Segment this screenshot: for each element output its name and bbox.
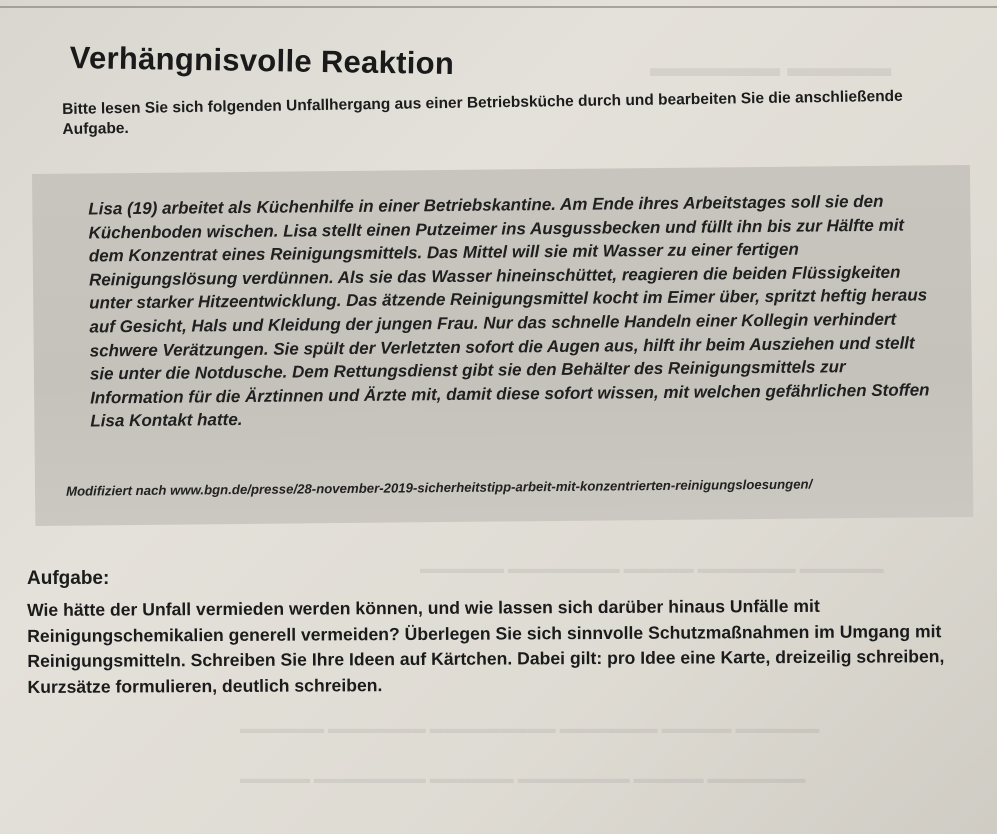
intro-instruction: Bitte lesen Sie sich folgenden Unfallhergang aus einer Betriebsküche durch und bearbeiten Sie die anschließende Aufgabe. <box>62 87 903 138</box>
task-label: Aufgabe: <box>27 568 110 589</box>
case-description-text: Lisa (19) arbeitet als Küchenhilfe in einer Betriebskantine. Am Ende ihres Arbeitstages soll sie den Küchenboden wischen. Lisa stellt einen Putzeimer ins Ausgussbecken und füllt ihn bis zur Hälfte mit dem Konzentrat eines Reinigungsmittels. Das Mittel will sie mit Wasser zu einer fertigen Reinigungslösung verdünnen. Als sie das Wasser hineinschüttet, reagieren die beiden Flüssigkeiten unter starker Hitzeentwicklung. Das ätzende Reinigungsmittel kocht im Eimer über, spritzt heftig heraus auf Gesicht, Hals und Kleidung der jungen Frau. Nur das schnelle Handeln einer Kollegin verhindert schwere Verätzungen. Sie spült der Verletzten sofort die Augen aus, hilft ihr beim Ausziehen und stellt sie unter die Notdusche. Dem Rettungsdienst gibt sie den Behälter des Reinigungsmittels zur Information für die Ärztinnen und Ärzte mit, damit diese sofort wissen, mit welchen gefährlichen Stoffen Lisa Kontakt hatte. <box>88 191 930 431</box>
page-top-edge <box>0 6 997 8</box>
show-through-ghost-4: ▬▬▬▬▬▬▬ ▬▬▬▬▬ ▬▬▬▬▬▬▬▬ ▬▬▬▬▬▬ ▬▬▬▬▬▬▬▬ ▬▬▬▬▬ <box>240 770 806 786</box>
worksheet-title: Verhängnisvolle Reaktion <box>69 40 455 82</box>
show-through-ghost-2: ▬▬▬▬▬▬ ▬▬▬▬▬▬▬ ▬▬▬▬▬ ▬▬▬▬▬▬▬▬ ▬▬▬▬▬▬ <box>420 560 884 576</box>
source-citation: Modifiziert nach www.bgn.de/presse/28-november-2019-sicherheitstipp-arbeit-mit-konzentrierten-reinigungsloesungen/ <box>65 476 813 499</box>
show-through-ghost-3: ▬▬▬▬▬▬ ▬▬▬▬▬ ▬▬▬▬▬▬▬ ▬▬▬▬▬▬▬▬▬ ▬▬▬▬▬▬▬ ▬▬▬▬▬▬ <box>240 720 820 736</box>
case-description-box <box>32 165 973 526</box>
show-through-ghost-1: ▬▬▬▬ ▬▬▬▬▬ <box>650 52 892 82</box>
task-description: Wie hätte der Unfall vermieden werden können, und wie lassen sich darüber hinaus Unfälle mit Reinigungschemikalien generell vermeiden? Überlegen Sie sich sinnvolle Schutzmaßnahmen im Umgang mit Reinigungsmitteln. Schreiben Sie Ihre Ideen auf Kärtchen. Dabei gilt: pro Idee eine Karte, dreizeilig schreiben, Kurzsätze formulieren, deutlich schreiben. <box>27 595 945 697</box>
